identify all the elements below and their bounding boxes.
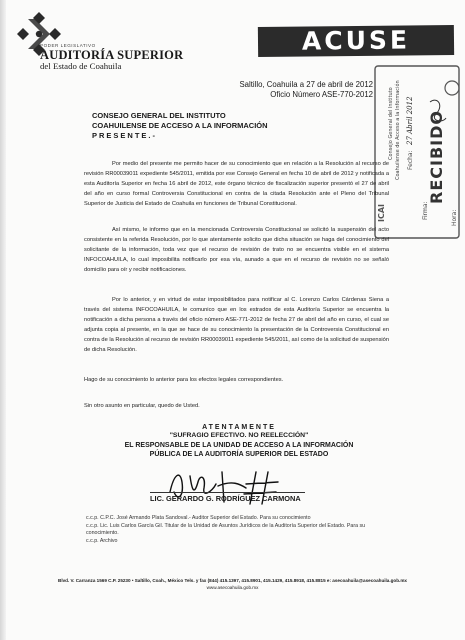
stamp-title: RECIBIDO [427,110,446,204]
addressee-line-1: CONSEJO GENERAL DEL INSTITUTO [92,111,226,120]
ccp-line-1: c.c.p. C.P.C. José Armando Plata Sandoval.- Auditor Superior del Estado. Para su conocimiento [86,515,311,521]
acuse-banner: ACUSE [258,25,454,57]
org-line-2: AUDITORÍA SUPERIOR [40,47,184,62]
body-paragraph-4: Hago de su conocimiento lo anterior para los efectos legales correspondientes. [84,377,284,383]
body-paragraph-3: Por lo anterior, y en virtud de estar imposibilitados para notificar al C. Lorenzo Carlos Cárdenas Siena a través del sistema INFOCOAHUILA, le comunico que en los estrados de esta Auditoría Superior se encuentra la notificación a dicha persona a través del oficio número ASE-771-2012 de fecha 27 de abril del año en curso, el cual se adjunta copia al presente, en la que se hace de su conocimiento la presentación de la Controversia Constitucional en contra de la Resolución al recurso de revisión RR00039011 expediente 545/2011, así como de la solicitud de suspensión de dicha Resolución. [84,297,389,353]
stamp-org-2: Coahuilense de Acceso a la Información [395,80,401,180]
received-stamp-graphic [372,62,462,242]
stamp-org-1: Consejo General del Instituto [388,87,394,160]
closing-cargo-1: EL RESPONSABLE DE LA UNIDAD DE ACCESO A LA INFORMACIÓN [124,441,354,449]
body-paragraph-1: Por medio del presente me permito hacer de su conocimiento que en relación a la Resolución al recurso de revisión RR00039011 expediente 545/2011, emitida por ese Consejo General en fecha 10 de abril de 2012 y notificada a esta Auditoría Superior en fecha 16 abril de 2012, este órgano técnico de fiscalización superior presentó el 27 de abril del año en curso formal Controversia Constitucional en contra de la citada Resolución ante el Pleno del Tribunal Superior de Justicia del Estado de Coahuila en funciones de Tribunal Constitucional. [84,161,389,207]
stamp-fecha-label: Fecha: [407,150,414,170]
stamp-hora-label: Hora: [451,209,458,226]
addressee-line-3: PRESENTE.- [92,131,158,141]
addressee-block [92,111,268,141]
signer-name: LIC. GERARDO G. RODRÍGUEZ CARMONA [150,494,301,503]
date-line: Saltillo, Coahuila a 27 de abril de 2012 [239,80,373,89]
footer-url: www.asecoahuila.gob.mx [206,585,259,591]
body-paragraph-5: Sin otro asunto en particular, quedo de Usted. [84,403,200,409]
stamp-firma-label: Firma: [422,201,429,220]
scan-edge [0,0,6,640]
footer [0,577,465,592]
addressee-line-2: COAHUILENSE DE ACCESO A LA INFORMACIÓN [92,121,268,131]
ccp-line-3: c.c.p. Archivo [86,538,118,545]
footer-address: Blvd. V. Carranza 1569 C.P. 25230 • Saltillo, Coah., México Tels. y fax (844) 415.1397, 415.8901, 415.1429, 415.8918, 415.8815 e: asecoahuila@asecoahuila.gob.mx [58,578,407,583]
closing-atentamente: ATENTAMENTE [202,424,276,431]
body-paragraph-2: Así mismo, le informo que en la mencionada Controversia Constitucional se solicitó la suspensión del acto consistente en la referida Resolución, por lo que atentamente solicito que dicha situación se haga del conocimiento del solicitante de la información, toda vez que el recurso de revisión de trato no se encuentra visible en el sistema INFOCOAHUILA, lo cual imposibilita notificarlo por esa vía, aunado a que en el recurso de revisión no se señaló domicilio para oír y recibir notificaciones. [84,227,389,273]
closing-lema: "SUFRAGIO EFECTIVO. NO REELECCIÓN" [169,432,309,440]
received-stamp [372,62,462,242]
ccp-block [86,515,396,546]
closing-cargo-2: PÚBLICA DE LA AUDITORÍA SUPERIOR DEL ESTADO [149,451,329,459]
ccp-line-2: c.c.p. Lic. Luis Carlos García Gil. Titular de la Unidad de Asuntos Jurídicos de la Auditoría Superior del Estado. Para su conocimiento. [86,522,366,537]
oficio-number: Oficio Número ASE-770-2012 [270,90,373,100]
stamp-side-text: ICAI [377,203,386,222]
date-block [239,80,373,100]
closing-block [74,423,404,459]
signature-line [150,492,305,493]
stamp-fecha: 27 Abril 2012 [406,96,414,145]
org-line-3: del Estado de Coahuila [40,60,122,71]
org-name [40,44,183,71]
org-line-1: PODER LEGISLATIVO [40,43,96,48]
stamp-seal-icon [445,81,459,95]
